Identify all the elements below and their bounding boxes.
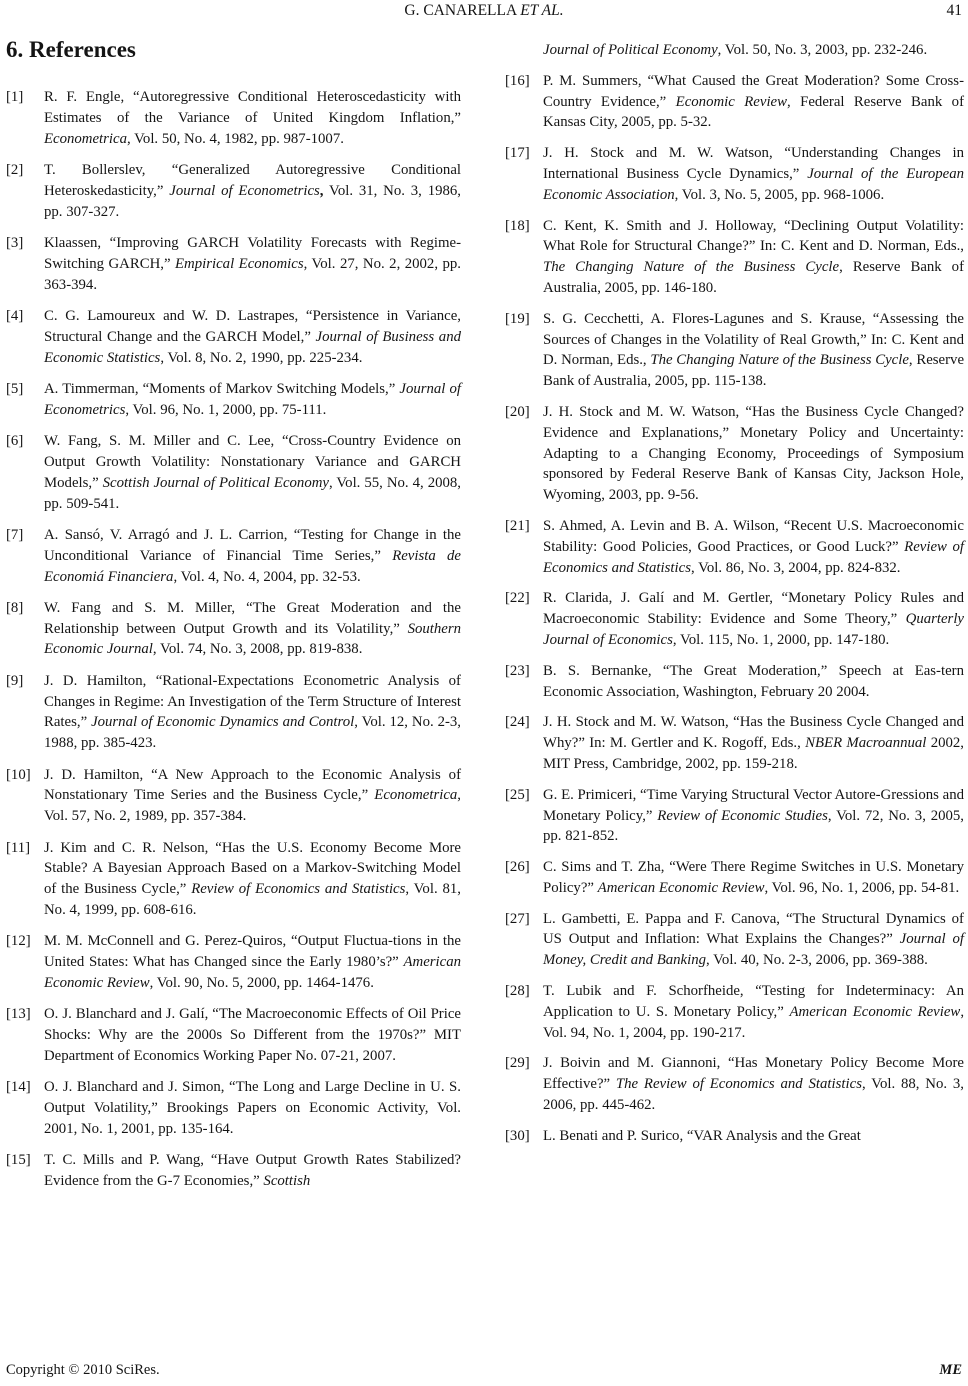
reference-text-segment: R. F. Engle, “Autoregressive Conditional Heteroscedasticity with Estimates of the Variance of United Kingdom Inflation,”	[44, 89, 461, 126]
reference-entry	[6, 931, 461, 993]
reference-text-segment: J. H. Stock and M. W. Watson, “Has the Business Cycle Changed and Why?” In: M. Gertler and K. Rogoff, Eds.,	[543, 714, 964, 752]
reference-text-segment: , Reserve Bank of Australia, 2005, pp. 115-138.	[543, 352, 965, 390]
reference-text-segment: , Vol. 3, No. 5, 2005, pp. 968-1006.	[674, 186, 885, 203]
reference-entry	[505, 588, 964, 650]
reference-entry	[505, 402, 964, 506]
reference-text-segment: O. J. Blanchard and J. Simon, “The Long and Large Decline in U. S. Output Volatility,” Brookings Papers on Economic Activity, Vol. 2001, No. 1, 2001, pp. 135-164.	[44, 1079, 461, 1137]
reference-text-segment: Southern Economic Journal	[44, 620, 461, 658]
reference-text-segment: , Vol. 81, No. 4, 1999, pp. 608-616.	[44, 881, 461, 919]
reference-number: [18]	[505, 217, 530, 234]
reference-number: [4]	[6, 307, 24, 324]
reference-text-segment: Scottish	[263, 1173, 311, 1190]
reference-text-segment: Revista de Economiá Financiera	[44, 547, 462, 585]
reference-entry	[505, 909, 964, 971]
reference-text-segment: , Vol. 55, No. 4, 2008, pp. 509-541.	[44, 474, 461, 512]
reference-number: [20]	[505, 403, 530, 420]
reference-text-segment: Journal of the European Economic Association	[543, 165, 964, 203]
reference-text-segment: Scottish Journal of Political Economy	[102, 474, 329, 491]
reference-number: [24]	[505, 714, 530, 731]
reference-number: [21]	[505, 517, 530, 534]
reference-entry	[505, 516, 964, 578]
reference-number: [12]	[6, 933, 31, 950]
reference-text-segment: G. E. Primiceri, “Time Varying Structural Vector Autore-Gressions and Monetary Policy,”	[543, 786, 964, 824]
reference-text-segment: M. M. McConnell and G. Perez-Quiros, “Output Fluctua-tions in the United States: What has Changed since the Early 1980’s?”	[44, 933, 461, 971]
reference-number: [13]	[6, 1006, 31, 1023]
reference-text-segment: , Vol. 50, No. 4, 1982, pp. 987-1007.	[127, 130, 344, 147]
running-header	[0, 2, 968, 24]
reference-text-segment: , Vol. 90, No. 5, 2000, pp. 1464-1476.	[149, 975, 374, 992]
reference-text-segment: J. D. Hamilton, “A New Approach to the Economic Analysis of Nonstationary Time Series and the Business Cycle,”	[44, 766, 461, 804]
reference-text-segment: W. Fang and S. M. Miller, “The Great Moderation and the Relationship between Output Growth and its Volatility,”	[44, 599, 461, 637]
reference-text-segment: , Vol. 96, No. 1, 2000, pp. 75-111.	[125, 401, 327, 418]
reference-text-segment: Empirical Economics	[175, 255, 304, 272]
reference-text-segment: O. J. Blanchard and J. Galí, “The Macroeconomic Effects of Oil Price Shocks: Why are the 2000s So Different from the 1970s?” MIT Department of Economics Working Paper No. 07-21, 2007.	[44, 1006, 461, 1064]
reference-text-segment: ,	[319, 182, 324, 199]
reference-text-segment: , Vol. 88, No. 3, 2006, pp. 445-462.	[543, 1076, 964, 1114]
reference-entry	[505, 71, 964, 133]
reference-text-segment: , Vol. 96, No. 1, 2006, pp. 54-81.	[764, 879, 960, 896]
reference-entry	[6, 838, 461, 921]
reference-continuation	[505, 40, 964, 61]
journal-abbrev: ME	[939, 1362, 962, 1378]
reference-text-segment: Journal of Econometrics	[169, 182, 320, 199]
reference-text-segment: Journal of Econometrics	[44, 380, 462, 418]
reference-number: [27]	[505, 910, 530, 927]
reference-text-segment: J. H. Stock and M. W. Watson, “Understanding Changes in International Business Cycle Dynamics,”	[543, 145, 964, 182]
reference-entry	[6, 431, 461, 514]
page-number: 41	[946, 2, 962, 19]
reference-entry	[505, 1126, 964, 1147]
reference-number: [7]	[6, 526, 24, 543]
reference-number: [15]	[6, 1152, 31, 1169]
reference-number: [2]	[6, 161, 24, 178]
reference-text-segment: L. Gambetti, E. Pappa and F. Canova, “The Structural Dynamics of US Output and Inflation: What Explains the Changes?”	[543, 910, 964, 948]
reference-entry	[6, 765, 461, 827]
reference-text-segment: Review of Economics and Statistics	[543, 538, 964, 576]
reference-text-segment: C. G. Lamoureux and W. D. Lastrapes, “Persistence in Variance, Structural Change and the GARCH Model,”	[44, 307, 461, 345]
reference-text-segment: American Economic Review	[789, 1003, 961, 1020]
reference-text-segment: J. H. Stock and M. W. Watson, “Has the Business Cycle Changed? Evidence and Explanations,” Monetary Policy and Uncertainty: Adapting to a Changing Economy, Proceedings of Symposium sponsored by Federal Reserve Bank of Kansas City, Jackson Hole, Wyoming, 2003, pp. 9-56.	[543, 403, 964, 504]
running-head	[0, 2, 968, 20]
reference-text-segment: S. Ahmed, A. Levin and B. A. Wilson, “Recent U.S. Macroeconomic Stability: Good Policies, Good Practices, or Good Luck?”	[543, 517, 964, 555]
reference-text-segment: , Reserve Bank of Australia, 2005, pp. 146-180.	[543, 259, 965, 296]
reference-number: [23]	[505, 662, 530, 679]
reference-text-segment: , Federal Reserve Bank of Kansas City, 2005, pp. 5-32.	[543, 93, 964, 131]
reference-text-segment: Journal of Economic Dynamics and Control	[91, 714, 355, 731]
reference-entry	[6, 87, 461, 149]
reference-entry	[6, 525, 461, 587]
reference-text-segment: R. Clarida, J. Galí and M. Gertler, “Monetary Policy Rules and Macroeconomic Stability: Evidence and Some Theory,”	[543, 590, 964, 628]
reference-text-segment: C. Sims and T. Zha, “Were There Regime Switches in U.S. Monetary Policy?”	[543, 859, 964, 896]
reference-number: [8]	[6, 599, 24, 616]
reference-text-segment: , Vol. 40, No. 2-3, 2006, pp. 369-388.	[706, 952, 928, 969]
reference-text-segment: Journal of Money, Credit and Banking	[543, 931, 964, 969]
page-footer	[6, 1362, 962, 1382]
reference-text-segment: T. Lubik and F. Schorfheide, “Testing for Indeterminacy: An Application to U. S. Monetary Policy,”	[543, 983, 964, 1020]
reference-entry	[6, 1004, 461, 1066]
reference-text-segment: J. D. Hamilton, “Rational-Expectations Econometric Analysis of Changes in Regime: An Investigation of the Term Structure of Interest Rates,”	[44, 672, 461, 731]
reference-text-segment: J. Kim and C. R. Nelson, “Has the U.S. Economy Become More Stable? A Bayesian Approach Based on a Markov-Switching Model of the Business Cycle,”	[44, 839, 461, 898]
reference-text-segment: , Vol. 4, No. 4, 2004, pp. 32-53.	[173, 568, 361, 585]
reference-entry	[6, 160, 461, 222]
reference-text-segment: , Vol. 115, No. 1, 2000, pp. 147-180.	[672, 631, 890, 648]
reference-number: [28]	[505, 983, 530, 1000]
reference-entry	[505, 309, 964, 392]
reference-number: [11]	[6, 839, 31, 856]
reference-text-segment: The Changing Nature of the Business Cycle	[543, 259, 840, 276]
section-title: 6. References	[6, 37, 136, 62]
reference-text-segment: Econometrica	[44, 130, 128, 147]
reference-text-segment: W. Fang, S. M. Miller and C. Lee, “Cross-Country Evidence on Output Growth Volatility: Nonstationary Variance and GARCH Models,”	[44, 433, 461, 491]
reference-entry	[505, 785, 964, 847]
reference-number: [22]	[505, 590, 530, 607]
reference-number: [6]	[6, 433, 24, 450]
reference-text-segment: , Vol. 50, No. 3, 2003, pp. 232-246.	[717, 42, 928, 58]
reference-entry	[505, 1053, 964, 1115]
reference-text-segment: Review of Economics and Statistics	[191, 881, 406, 898]
reference-entry	[6, 671, 461, 754]
reference-text-segment: 2002, MIT Press, Cambridge, 2002, pp. 159-218.	[543, 735, 964, 772]
reference-entry	[6, 1077, 461, 1139]
reference-entry	[505, 661, 964, 703]
reference-number: [30]	[505, 1127, 530, 1144]
reference-entry	[505, 981, 964, 1043]
reference-column-left	[6, 87, 461, 1203]
reference-text-segment: NBER Macroannual	[805, 735, 927, 752]
reference-text-segment: A. Sansó, V. Arragó and J. L. Carrion, “Testing for Change in the Unconditional Variance of Financial Time Series,”	[44, 526, 461, 564]
reference-text-segment: Vol. 31, No. 3, 1986, pp. 307-327.	[44, 182, 461, 220]
reference-entry	[6, 233, 461, 295]
reference-text-segment: , Vol. 12, No. 2-3, 1988, pp. 385-423.	[44, 714, 461, 752]
running-head-etal: ET AL.	[520, 2, 564, 19]
reference-number: [26]	[505, 859, 530, 876]
reference-text-segment: P. M. Summers, “What Caused the Great Moderation? Some Cross-Country Evidence,”	[543, 72, 964, 110]
reference-text-segment: , Vol. 94, No. 1, 2004, pp. 190-217.	[543, 1003, 965, 1041]
reference-text-segment: , Vol. 8, No. 2, 1990, pp. 225-234.	[160, 349, 363, 366]
reference-entry	[6, 306, 461, 368]
reference-text-segment: T. Bollerslev, “Generalized Autoregressive Conditional Heteroskedasticity,”	[44, 161, 461, 199]
reference-column-right	[505, 40, 964, 1157]
reference-number: [1]	[6, 89, 24, 105]
reference-entry	[6, 379, 461, 421]
reference-text-segment: , Vol. 74, No. 3, 2008, pp. 819-838.	[152, 641, 363, 658]
reference-text-segment: B. S. Bernanke, “The Great Moderation,” Speech at Eas-tern Economic Association, Washington, February 20 2004.	[543, 662, 964, 700]
reference-number: [29]	[505, 1055, 530, 1072]
reference-text-segment: Klaassen, “Improving GARCH Volatility Forecasts with Regime-Switching GARCH,”	[44, 234, 461, 272]
reference-text-segment: Econometrica	[374, 787, 458, 804]
reference-number: [3]	[6, 234, 24, 251]
reference-text-segment: T. C. Mills and P. Wang, “Have Output Growth Rates Stabilized? Evidence from the G-7 Economies,”	[44, 1152, 461, 1190]
reference-entry	[505, 216, 964, 299]
reference-text-segment: L. Benati and P. Surico, “VAR Analysis and the Great	[543, 1127, 861, 1144]
reference-number: [25]	[505, 786, 530, 803]
running-head-authors: G. CANARELLA	[404, 2, 517, 19]
reference-text-segment: The Changing Nature of the Business Cycle	[650, 352, 909, 369]
reference-text-segment: American Economic Review	[44, 954, 461, 992]
reference-number: [10]	[6, 766, 31, 783]
reference-number: [16]	[505, 72, 530, 89]
reference-entry	[6, 598, 461, 660]
reference-text-segment: , Vol. 27, No. 2, 2002, pp. 363-394.	[44, 255, 461, 293]
reference-text-segment: Economic Review	[675, 93, 787, 110]
reference-text-segment: Review of Economic Studies	[657, 807, 828, 824]
reference-text-segment: Journal of Business and Economic Statistics	[44, 328, 461, 366]
reference-text-segment: S. G. Cecchetti, A. Flores-Lagunes and S. Krause, “Assessing the Sources of Changes in the Volatility of Real Growth,” In: C. Kent and D. Norman, Eds.,	[543, 310, 964, 369]
reference-text-segment: Journal of Political Economy	[543, 42, 718, 58]
reference-text-segment: , Vol. 72, No. 3, 2005, pp. 821-852.	[543, 807, 964, 845]
reference-text-segment: The Review of Economics and Statistics	[615, 1076, 862, 1093]
copyright-notice: Copyright © 2010 SciRes.	[6, 1362, 160, 1378]
reference-text-segment: J. Boivin and M. Giannoni, “Has Monetary Policy Become More Effective?”	[543, 1055, 964, 1093]
reference-number: [19]	[505, 310, 530, 327]
reference-number: [14]	[6, 1079, 31, 1096]
reference-text-segment: Quarterly Journal of Economics	[543, 611, 964, 648]
reference-entry	[505, 857, 964, 899]
reference-text-segment: C. Kent, K. Smith and J. Holloway, “Declining Output Volatility: What Role for Structural Change?” In: C. Kent and D. Norman, Eds.,	[543, 217, 964, 255]
reference-number: [17]	[505, 145, 530, 162]
reference-number: [9]	[6, 672, 24, 689]
reference-text-segment: A. Timmerman, “Moments of Markov Switching Models,”	[44, 380, 400, 397]
reference-entry	[505, 712, 964, 774]
reference-text-segment: American Economic Review	[597, 879, 765, 896]
reference-text-segment: , Vol. 57, No. 2, 1989, pp. 357-384.	[44, 787, 461, 825]
reference-entry	[505, 143, 964, 205]
reference-number: [5]	[6, 380, 24, 397]
reference-text-segment: , Vol. 86, No. 3, 2004, pp. 824-832.	[690, 559, 901, 576]
reference-entry	[6, 1150, 461, 1192]
